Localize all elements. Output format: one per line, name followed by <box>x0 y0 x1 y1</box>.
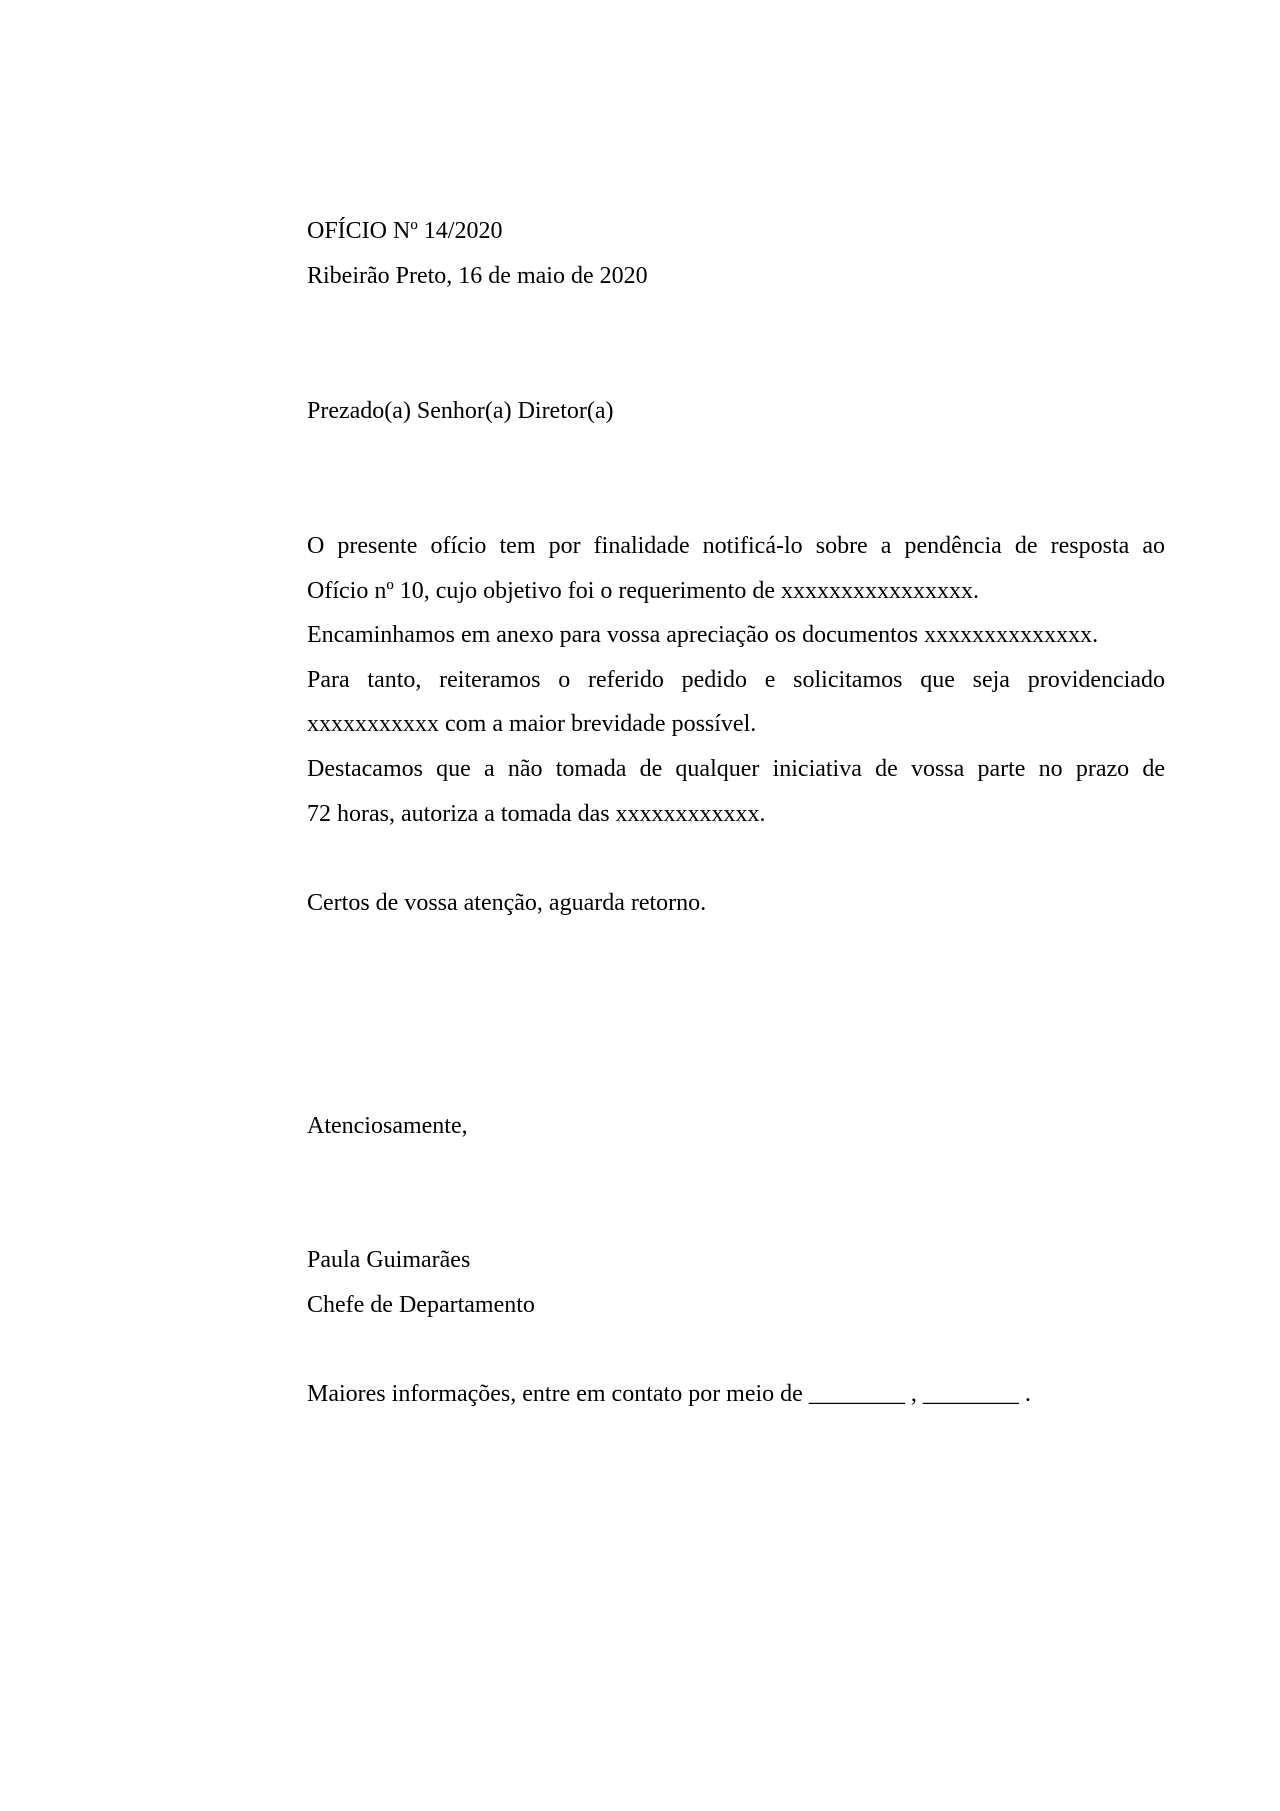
salutation: Prezado(a) Senhor(a) Diretor(a) <box>307 398 614 424</box>
place-date: Ribeirão Preto, 16 de maio de 2020 <box>307 263 648 289</box>
body-line: xxxxxxxxxxx com a maior brevidade possível. <box>307 711 757 737</box>
signatory-name: Paula Guimarães <box>307 1247 471 1273</box>
signatory-title: Chefe de Departamento <box>307 1292 535 1318</box>
office-number: OFÍCIO Nº 14/2020 <box>307 218 503 244</box>
footer-contact-note: Maiores informações, entre em contato por meio de ________ , ________ . <box>307 1381 1031 1407</box>
body-line: Destacamos que a não tomada de qualquer iniciativa de vossa parte no prazo de <box>307 756 1165 782</box>
closing-remark: Certos de vossa atenção, aguarda retorno. <box>307 890 707 916</box>
body-line: 72 horas, autoriza a tomada das xxxxxxxxxxxx. <box>307 801 766 827</box>
body-line: O presente ofício tem por finalidade notificá-lo sobre a pendência de resposta ao <box>307 533 1165 559</box>
body-line: Para tanto, reiteramos o referido pedido e solicitamos que seja providenciado <box>307 667 1165 693</box>
body-line: Encaminhamos em anexo para vossa apreciação os documentos xxxxxxxxxxxxxx. <box>307 622 1099 648</box>
sign-off: Atenciosamente, <box>307 1113 468 1139</box>
body-line: Ofício nº 10, cujo objetivo foi o requerimento de xxxxxxxxxxxxxxxx. <box>307 578 979 604</box>
